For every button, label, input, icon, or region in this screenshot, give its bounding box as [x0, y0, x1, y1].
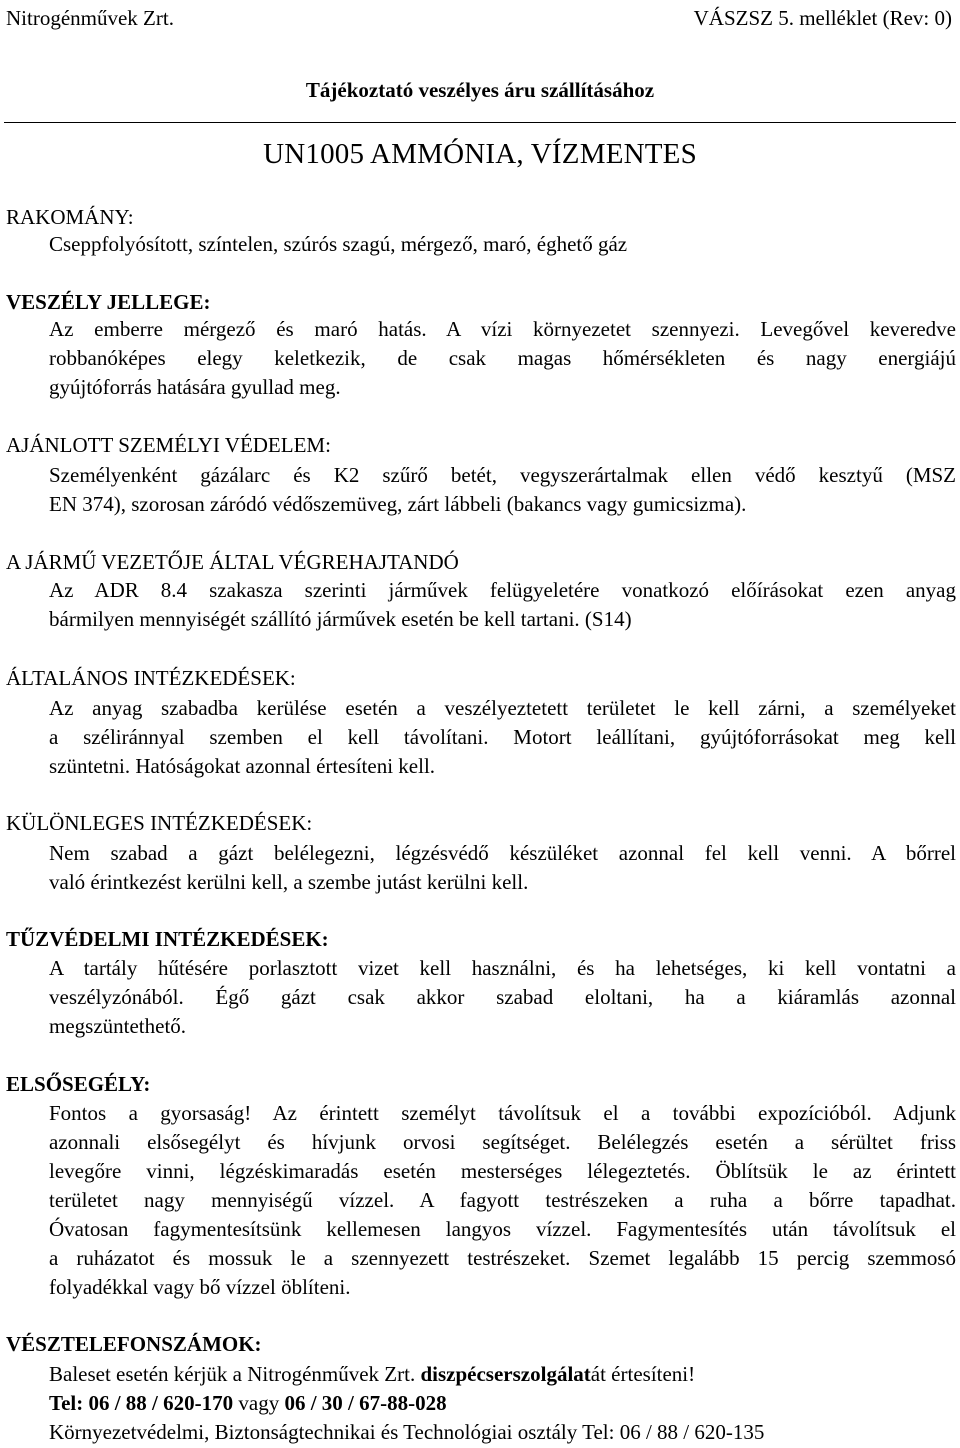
text-line: szüntetni. Hatóságokat azonnal értesíteni kell.	[49, 754, 436, 778]
section-body-emergency-phones	[49, 1360, 956, 1447]
text-line: Személyenként gázálarc és K2 szűrő betét, vegyszerártalmak ellen védő kesztyű (MSZ	[49, 463, 956, 487]
section-body-ppe	[49, 461, 956, 519]
text-line: veszélyzónából. Égő gázt csak akkor szabad eloltani, ha a kiáramlás azonnal	[49, 985, 956, 1009]
text-line: való érintkezést kerülni kell, a szembe jutást kerülni kell.	[49, 870, 529, 894]
section-heading-fire: TŰZVÉDELMI INTÉZKEDÉSEK:	[6, 927, 329, 951]
text-line: Cseppfolyósított, színtelen, szúrós szagú, mérgező, maró, éghető gáz	[49, 232, 628, 256]
section-body-first-aid	[49, 1099, 956, 1302]
text-line: folyadékkal vagy bő vízzel öblíteni.	[49, 1275, 351, 1299]
text-line: megszüntethető.	[49, 1014, 187, 1038]
section-body-fire	[49, 954, 956, 1041]
text-line: levegőre vinni, légzéskimaradás esetén mesterséges lélegeztetés. Öblítsük le az érintett	[49, 1159, 956, 1183]
text-line: EN 374), szorosan záródó védőszemüveg, zárt lábbeli (bakancs vagy gumicsizma).	[49, 492, 747, 516]
section-body-general	[49, 694, 956, 781]
text-line: Nem szabad a gázt belélegezni, légzésvédő készüléket azonnal fel kell venni. A bőrrel	[49, 841, 956, 865]
document-reference: VÁSZSZ 5. melléklet (Rev: 0)	[693, 6, 952, 30]
company-name: Nitrogénművek Zrt.	[6, 6, 174, 30]
text-line: Az anyag szabadba kerülése esetén a veszélyeztetett területet le kell zárni, a személyeket	[49, 696, 956, 720]
text-line	[49, 1389, 956, 1418]
text-line: területet nagy mennyiségű vízzel. A fagyott testrészeken a ruha a bőrre tapadhat.	[49, 1188, 956, 1212]
text-line: Óvatosan fagymentesítsünk kellemesen langyos vízzel. Fagymentesítés után távolítsuk el	[49, 1217, 956, 1241]
dispatcher-service: diszpécserszolgálat	[420, 1362, 591, 1386]
text-line: Fontos a gyorsaság! Az érintett személyt távolítsuk el a további expozícióból. Adjunk	[49, 1101, 956, 1125]
section-body-driver	[49, 576, 956, 634]
section-body-cargo	[49, 230, 956, 259]
phone-separator: vagy	[233, 1391, 285, 1415]
section-heading-hazard: VESZÉLY JELLEGE:	[6, 290, 211, 314]
text-line: Az emberre mérgező és maró hatás. A vízi környezetet szennyezi. Levegővel keveredve	[49, 317, 956, 341]
text-line: Az ADR 8.4 szakasza szerinti járművek felügyeletére vonatkozó előírásokat ezen anyag	[49, 578, 956, 602]
text-line: a széliránnyal szemben el kell távolítani. Motort leállítani, gyújtóforrásokat meg kell	[49, 725, 956, 749]
text-line: Környezetvédelmi, Biztonságtechnikai és Technológiai osztály Tel: 06 / 88 / 620-135	[49, 1420, 765, 1444]
text-line: azonnali elsősegélyt és hívjunk orvosi segítséget. Belélegzés esetén a sérültet friss	[49, 1130, 956, 1154]
page-title: Tájékoztató veszélyes áru szállításához	[305, 78, 655, 102]
section-body-hazard	[49, 315, 956, 402]
substance-name: UN1005 AMMÓNIA, VÍZMENTES	[263, 138, 697, 170]
section-heading-general: ÁLTALÁNOS INTÉZKEDÉSEK:	[6, 666, 296, 690]
text-line: A tartály hűtésére porlasztott vizet kell használni, és ha lehetséges, ki kell vontatni a	[49, 956, 956, 980]
text-line: a ruházatot és mossuk le a szennyezett testrészeket. Szemet legalább 15 percig szemmosó	[49, 1246, 956, 1270]
contact-instruction: Baleset esetén kérjük a Nitrogénművek Zrt.	[49, 1362, 421, 1386]
section-heading-emergency-phones: VÉSZTELEFONSZÁMOK:	[6, 1332, 262, 1356]
section-heading-driver: A JÁRMŰ VEZETŐJE ÁLTAL VÉGREHAJTANDÓ	[6, 550, 459, 574]
section-heading-first-aid: ELSŐSEGÉLY:	[6, 1072, 151, 1096]
text-line: robbanóképes elegy keletkezik, de csak magas hőmérsékleten és nagy energiájú	[49, 346, 956, 370]
section-heading-ppe: AJÁNLOTT SZEMÉLYI VÉDELEM:	[6, 433, 331, 457]
text-line: gyújtóforrás hatására gyullad meg.	[49, 375, 341, 399]
contact-instruction-end: át értesíteni!	[590, 1362, 696, 1386]
text-line: bármilyen mennyiségét szállító járművek esetén be kell tartani. (S14)	[49, 607, 632, 631]
text-line	[49, 1360, 956, 1389]
phone-number-mobile: 06 / 30 / 67-88-028	[284, 1391, 447, 1415]
section-heading-cargo: RAKOMÁNY:	[6, 205, 134, 229]
section-heading-special: KÜLÖNLEGES INTÉZKEDÉSEK:	[6, 811, 313, 835]
section-body-special	[49, 839, 956, 897]
title-divider	[4, 122, 956, 123]
phone-number-primary: Tel: 06 / 88 / 620-170	[49, 1391, 234, 1415]
